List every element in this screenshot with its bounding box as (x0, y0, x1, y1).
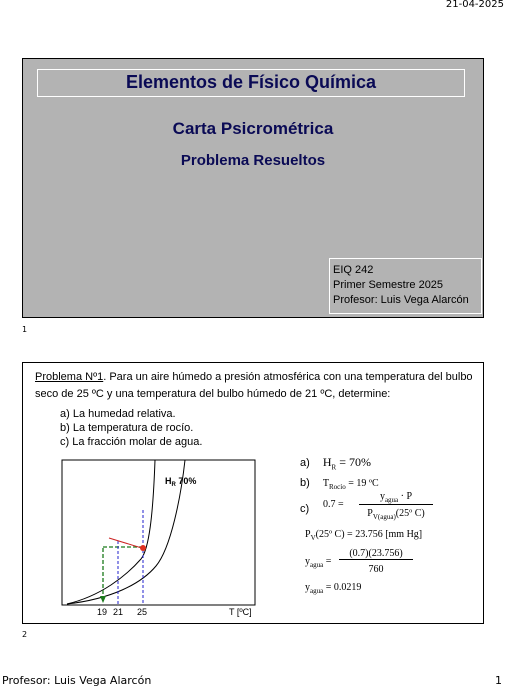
curve-label: $H_R$ 70% (165, 476, 197, 488)
answer-c (300, 497, 309, 516)
problem-text: . Para un aire húmedo a presión atmosférica con una temperatura del bulbo seco de 25 ºC y una temperatura del bulbo húmedo de 21 ºC, determine: (35, 371, 473, 400)
x-tick-21: 21 (113, 607, 124, 617)
answer-b-label: b) (300, 477, 310, 489)
vapor-pressure: $P_V(25º$ C) = 23.756 [mm Hg] (305, 529, 423, 542)
molar-fraction-denominator: 760 (368, 564, 384, 575)
footer-author: Profesor: Luis Vega Alarcón (2, 674, 152, 687)
state-point (140, 545, 146, 551)
x-axis-label: T [ºC] (229, 607, 252, 617)
answer-a-label: a) (300, 457, 310, 469)
question-list (60, 407, 202, 449)
answer-b-expr: $T_{Rocío} = 19$ ºC (322, 478, 379, 491)
professor: Profesor: Luis Vega Alarcón (333, 294, 469, 306)
problem-label: Problema Nº1 (35, 371, 104, 383)
slide-title: Elementos de Físico Química (37, 69, 465, 97)
slide-2 (22, 362, 484, 624)
x-tick-25: 25 (137, 607, 148, 617)
answer-a (300, 451, 371, 471)
molar-fraction-eq-lhs: $y_{agua}$ = (305, 556, 332, 569)
psychrometric-chart (61, 456, 259, 621)
slide-1 (22, 58, 484, 318)
answer-c-denominator: $P_{V(agua)}(25º$ C) (367, 508, 425, 521)
question-item: a) La humedad relativa. (60, 408, 176, 420)
footer-page-number: 1 (495, 674, 502, 687)
molar-fraction-result: $y_{agua} = 0.0219$ (305, 582, 362, 595)
course-code: EIQ 242 (333, 264, 374, 276)
slide-subtitle-2: Problema Resueltos (180, 152, 326, 169)
chart-frame (62, 460, 255, 605)
slide-number-1: 1 (22, 325, 28, 334)
answer-a-expr: $H_R = 70\%$ (322, 455, 371, 472)
x-tick-19: 19 (97, 607, 108, 617)
slide-subtitle: Carta Psicrométrica (172, 119, 334, 138)
question-item: b) La temperatura de rocío. (60, 422, 194, 434)
question-item: c) La fracción molar de agua. (60, 436, 203, 448)
answer-b (300, 471, 379, 491)
answer-c-numerator: $y_{agua} \cdot P$ (359, 491, 433, 505)
problem-statement (35, 369, 475, 403)
answer-c-lhs: 0.7 = (323, 499, 344, 510)
semester: Primer Semestre 2025 (333, 279, 444, 291)
course-info (329, 258, 482, 314)
print-date: 21-04-2025 (445, 0, 504, 10)
slide-number-2: 2 (22, 630, 28, 639)
answer-c-label: c) (300, 503, 310, 515)
molar-fraction-numerator: (0.7)(23.756) (339, 548, 413, 560)
